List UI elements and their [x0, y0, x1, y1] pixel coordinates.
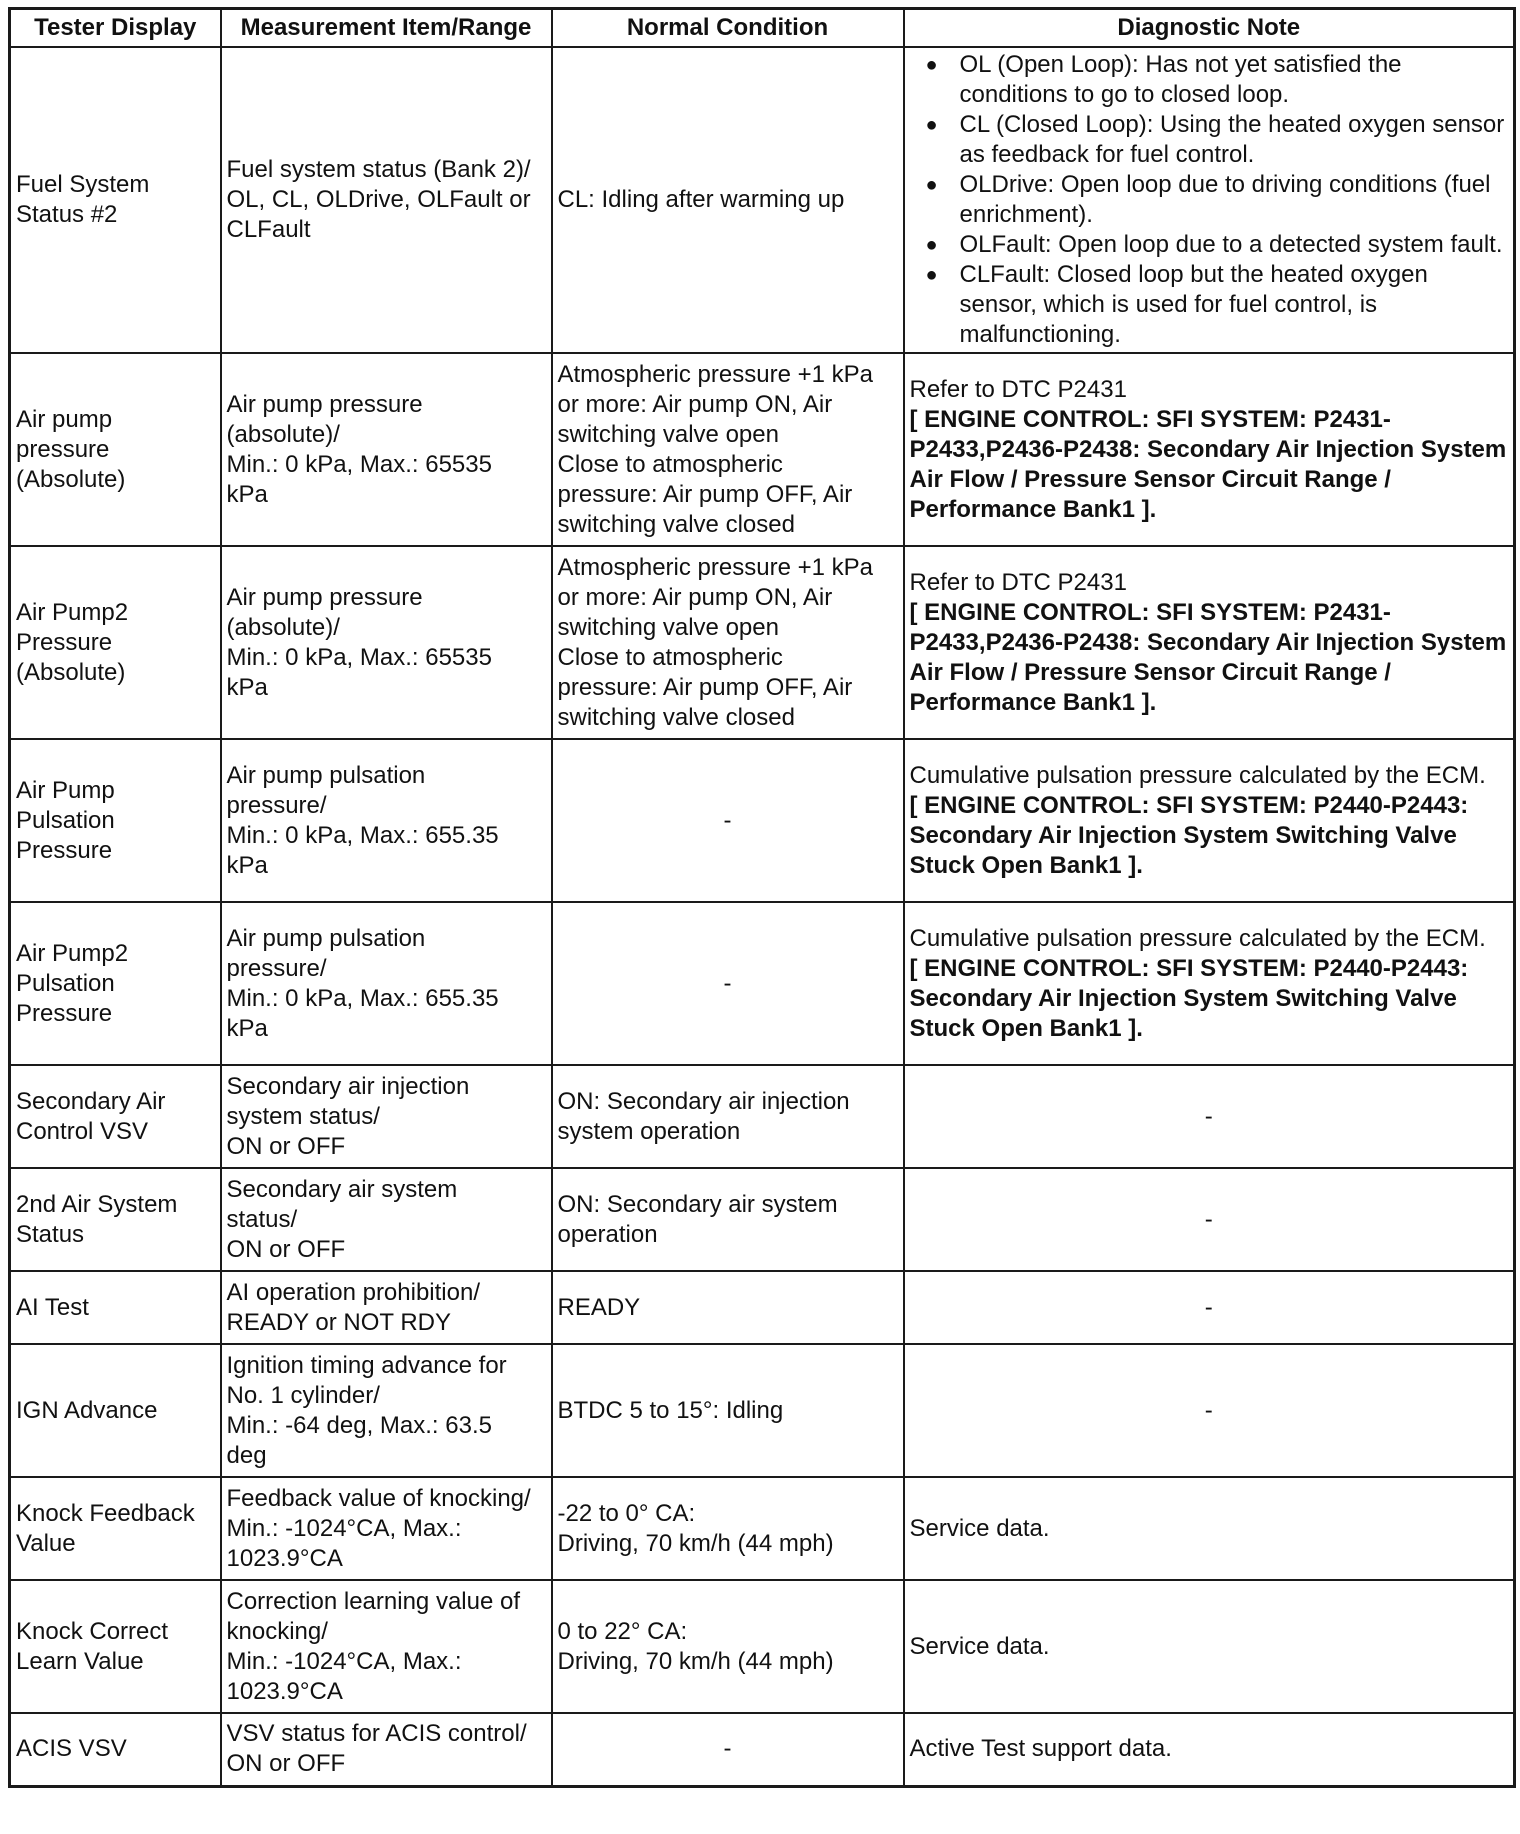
note-text: Refer to DTC P2431 [909, 568, 1127, 596]
reference-link-text: [ ENGINE CONTROL: SFI SYSTEM: P2431-P2433,P2436-P2438: Secondary Air Injection System Air Flow / Pressure Sensor Circuit Range / Performance Bank1 ]. [909, 598, 1507, 716]
measurement-range-cell: Air pump pulsation pressure/ Min.: 0 kPa, Max.: 655.35 kPa [221, 739, 552, 902]
normal-condition-cell: - [552, 739, 904, 902]
normal-condition-cell: CL: Idling after warming up [552, 47, 904, 353]
table-row [10, 1713, 1515, 1786]
tester-display-cell: Air Pump2 Pressure (Absolute) [10, 546, 221, 739]
tester-display-cell: Knock Correct Learn Value [10, 1580, 221, 1713]
note-bullet: ● OLDrive: Open loop due to driving conditions (fuel enrichment). [910, 170, 1509, 230]
note-text: Cumulative pulsation pressure calculated by the ECM. [909, 924, 1486, 952]
diagnostic-note-cell: - [904, 1344, 1515, 1477]
note-bullet: ● OL (Open Loop): Has not yet satisfied the conditions to go to closed loop. [910, 50, 1509, 110]
normal-condition-cell: -22 to 0° CA: Driving, 70 km/h (44 mph) [552, 1477, 904, 1580]
diagnostic-note-cell: - [904, 1065, 1515, 1168]
tester-display-cell: Air Pump2 Pulsation Pressure [10, 902, 221, 1065]
tester-display-cell: ACIS VSV [10, 1713, 221, 1786]
normal-condition-cell: Atmospheric pressure +1 kPa or more: Air pump ON, Air switching valve open Close to atmospheric pressure: Air pump OFF, Air switching valve closed [552, 353, 904, 546]
normal-condition-cell: ON: Secondary air system operation [552, 1168, 904, 1271]
normal-condition-cell: BTDC 5 to 15°: Idling [552, 1344, 904, 1477]
note-text: Refer to DTC P2431 [909, 375, 1127, 403]
table-row [10, 1271, 1515, 1344]
measurement-range-cell: Air pump pulsation pressure/ Min.: 0 kPa, Max.: 655.35 kPa [221, 902, 552, 1065]
header-measurement-item: Measurement Item/Range [221, 9, 552, 48]
normal-condition-cell: - [552, 902, 904, 1065]
header-diagnostic-note: Diagnostic Note [904, 9, 1515, 48]
table-row [10, 739, 1515, 902]
table-row [10, 1065, 1515, 1168]
table-row [10, 1580, 1515, 1713]
diagnostic-note-cell [904, 47, 1515, 353]
header-row [10, 9, 1515, 48]
table-row [10, 47, 1515, 353]
tester-data-table [8, 7, 1516, 1788]
table-row [10, 353, 1515, 546]
tester-display-cell: Secondary Air Control VSV [10, 1065, 221, 1168]
tester-display-cell: Air pump pressure (Absolute) [10, 353, 221, 546]
measurement-range-cell: Ignition timing advance for No. 1 cylinder/ Min.: -64 deg, Max.: 63.5 deg [221, 1344, 552, 1477]
measurement-range-cell: Fuel system status (Bank 2)/ OL, CL, OLDrive, OLFault or CLFault [221, 47, 552, 353]
normal-condition-cell: 0 to 22° CA: Driving, 70 km/h (44 mph) [552, 1580, 904, 1713]
diagnostic-note-cell [904, 546, 1515, 739]
table-row [10, 1168, 1515, 1271]
note-bullet-list [910, 50, 1509, 350]
diagnostic-note-cell [904, 1477, 1515, 1580]
diagnostic-note-cell: - [904, 1271, 1515, 1344]
table-row [10, 1477, 1515, 1580]
header-normal-condition: Normal Condition [552, 9, 904, 48]
diagnostic-note-cell [904, 1713, 1515, 1786]
measurement-range-cell: Correction learning value of knocking/ Min.: -1024°CA, Max.: 1023.9°CA [221, 1580, 552, 1713]
note-bullet: ● CLFault: Closed loop but the heated oxygen sensor, which is used for fuel control, is malfunctioning. [910, 260, 1509, 350]
diagnostic-note-cell: - [904, 1168, 1515, 1271]
normal-condition-cell: Atmospheric pressure +1 kPa or more: Air pump ON, Air switching valve open Close to atmospheric pressure: Air pump OFF, Air switching valve closed [552, 546, 904, 739]
diagnostic-note-cell [904, 739, 1515, 902]
measurement-range-cell: AI operation prohibition/ READY or NOT RDY [221, 1271, 552, 1344]
measurement-range-cell: Air pump pressure (absolute)/ Min.: 0 kPa, Max.: 65535 kPa [221, 546, 552, 739]
note-bullet: ● OLFault: Open loop due to a detected system fault. [910, 230, 1509, 260]
table-row [10, 1344, 1515, 1477]
measurement-range-cell: Air pump pressure (absolute)/ Min.: 0 kPa, Max.: 65535 kPa [221, 353, 552, 546]
table-row [10, 902, 1515, 1065]
normal-condition-cell: ON: Secondary air injection system operation [552, 1065, 904, 1168]
note-text: Active Test support data. [909, 1735, 1172, 1763]
tester-display-cell: AI Test [10, 1271, 221, 1344]
measurement-range-cell: Secondary air injection system status/ ON or OFF [221, 1065, 552, 1168]
diagnostic-note-cell [904, 902, 1515, 1065]
reference-link-text: [ ENGINE CONTROL: SFI SYSTEM: P2431-P2433,P2436-P2438: Secondary Air Injection System Air Flow / Pressure Sensor Circuit Range / Performance Bank1 ]. [909, 405, 1507, 523]
diagnostic-note-cell [904, 1580, 1515, 1713]
measurement-range-cell: Secondary air system status/ ON or OFF [221, 1168, 552, 1271]
header-tester-display: Tester Display [10, 9, 221, 48]
tester-display-cell: Knock Feedback Value [10, 1477, 221, 1580]
reference-link-text: [ ENGINE CONTROL: SFI SYSTEM: P2440-P2443: Secondary Air Injection System Switching Valve Stuck Open Bank1 ]. [909, 791, 1469, 879]
normal-condition-cell: READY [552, 1271, 904, 1344]
normal-condition-cell: - [552, 1713, 904, 1786]
note-bullet: ● CL (Closed Loop): Using the heated oxygen sensor as feedback for fuel control. [910, 110, 1509, 170]
tester-display-cell: Air Pump Pulsation Pressure [10, 739, 221, 902]
reference-link-text: [ ENGINE CONTROL: SFI SYSTEM: P2440-P2443: Secondary Air Injection System Switching Valve Stuck Open Bank1 ]. [909, 954, 1469, 1042]
note-text: Cumulative pulsation pressure calculated by the ECM. [909, 761, 1486, 789]
tester-display-cell: Fuel System Status #2 [10, 47, 221, 353]
measurement-range-cell: Feedback value of knocking/ Min.: -1024°CA, Max.: 1023.9°CA [221, 1477, 552, 1580]
note-text: Service data. [909, 1632, 1050, 1660]
table-row [10, 546, 1515, 739]
diagnostic-note-cell [904, 353, 1515, 546]
tester-display-cell: IGN Advance [10, 1344, 221, 1477]
tester-display-cell: 2nd Air System Status [10, 1168, 221, 1271]
measurement-range-cell: VSV status for ACIS control/ ON or OFF [221, 1713, 552, 1786]
note-text: Service data. [909, 1514, 1050, 1542]
